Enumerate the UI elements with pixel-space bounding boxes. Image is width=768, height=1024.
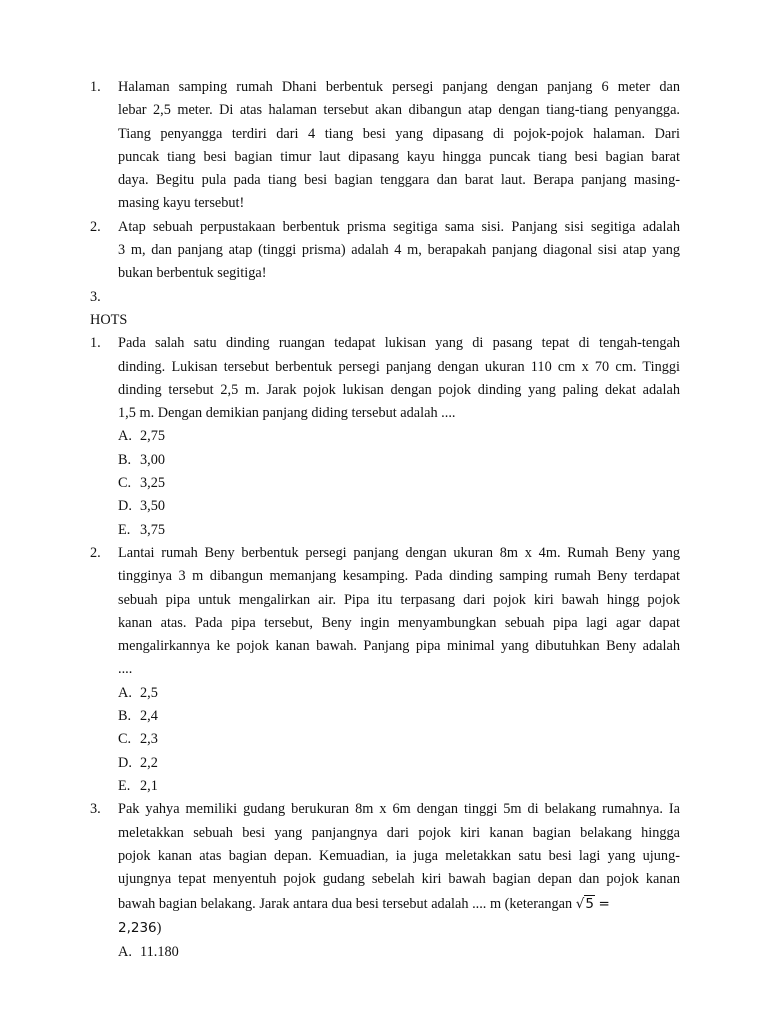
hots-question-3: [90, 798, 690, 964]
question-text: dinding tersebut 2,5 m. Jarak pojok lukisan dengan pojok dinding yang paling dekat adalah: [118, 381, 680, 398]
question-text: meletakkan sebuah besi yang panjangnya dari pojok kiri kanan bagian belakang hingga: [118, 824, 680, 841]
option-label: C.: [118, 475, 132, 492]
answer-option: [90, 752, 690, 775]
question-text: bawah bagian belakang. Jarak antara dua besi tersebut adalah .... m (keterangan: [118, 896, 576, 913]
question-text-with-formula: [118, 891, 610, 917]
option-value: 2,2: [140, 754, 158, 771]
answer-option: [90, 495, 690, 518]
answer-option: [90, 472, 690, 495]
answer-option: [90, 705, 690, 728]
question-text: ujungnya tepat menyentuh pojok gudang sebelah kiri bawah bagian depan dan pojok kanan: [118, 871, 680, 888]
option-value: 3,75: [140, 521, 166, 538]
question-text: dinding. Lukisan tersebut berbentuk persegi panjang dengan ukuran 110 cm x 70 cm. Tinggi: [118, 358, 680, 375]
sqrt-symbol: √: [575, 896, 585, 913]
question-text: Pada salah satu dinding ruangan tedapat lukisan yang di pasang tepat di tengah-tengah: [118, 335, 680, 352]
question-number: 1.: [90, 335, 101, 352]
option-label: E.: [118, 521, 131, 538]
question-number: 1.: [90, 79, 101, 95]
answer-option: [90, 425, 690, 448]
question-text: bukan berbentuk segitiga!: [118, 265, 267, 282]
answer-option: [90, 775, 690, 798]
option-value: 3,50: [140, 498, 166, 515]
option-value: 3,25: [140, 475, 166, 492]
option-label: D.: [118, 498, 132, 515]
option-value: 2,4: [140, 708, 158, 725]
question-text: daya. Begitu pula pada tiang besi bagian tenggara dan barat laut. Berapa panjang masing-: [118, 172, 680, 189]
option-label: C.: [118, 731, 132, 748]
question-text: 3 m, dan panjang atap (tinggi prisma) adalah 4 m, berapakah panjang diagonal sisi atap yang: [118, 242, 680, 259]
question-number: 2.: [90, 218, 101, 235]
option-value: 3,00: [140, 451, 166, 468]
question-text: 1,5 m. Dengan demikian panjang diding tersebut adalah ....: [118, 405, 456, 422]
question-text: Halaman samping rumah Dhani berbentuk persegi panjang dengan panjang 6 meter dan: [118, 79, 680, 95]
hots-question-1: [90, 332, 690, 542]
question-text: sebuah pipa untuk mengalirkan air. Pipa itu terpasang dari pojok kiri bawah hingg pojok: [118, 591, 680, 608]
question-number: 3.: [90, 288, 101, 305]
question-2: [90, 216, 690, 286]
question-text: ....: [118, 661, 133, 678]
question-text: Lantai rumah Beny berbentuk persegi panjang dengan ukuran 8m x 4m. Rumah Beny yang: [118, 544, 680, 561]
answer-option: [90, 449, 690, 472]
option-value: 11.180: [140, 943, 179, 960]
question-text: lebar 2,5 meter. Di atas halaman tersebut akan dibangun atap dengan tiang-tiang penyangga.: [118, 102, 680, 119]
question-text: Tiang penyangga terdiri dari 4 tiang besi yang dipasang di pojok-pojok halaman. Dari: [118, 125, 680, 142]
document-content: [90, 76, 690, 964]
hots-question-2: [90, 542, 690, 798]
formula-value-line: [118, 917, 161, 940]
question-3: [90, 286, 690, 309]
option-label: A.: [118, 684, 132, 701]
question-text: Pak yahya memiliki gudang berukuran 8m x 6m dengan tinggi 5m di belakang rumahnya. Ia: [118, 801, 680, 818]
question-number: 3.: [90, 801, 101, 818]
answer-option: [90, 728, 690, 751]
option-value: 2,5: [140, 684, 158, 701]
closing-paren: ): [156, 920, 162, 937]
question-text: tingginya 3 m dibangun memanjang kesamping. Pada dinding samping rumah Beny terdapat: [118, 568, 680, 585]
option-value: 2,3: [140, 731, 158, 748]
sqrt-radicand: 5: [585, 896, 594, 913]
option-label: E.: [118, 777, 131, 794]
question-text: puncak tiang besi bagian timur laut dipasang kayu hingga puncak tiang besi bagian barat: [118, 148, 680, 165]
answer-option: [90, 682, 690, 705]
option-label: B.: [118, 451, 132, 468]
equals-sign: =: [598, 896, 610, 913]
option-value: 2,75: [140, 428, 166, 445]
question-text: kanan atas. Pada pipa tersebut, Beny ingin menyambungkan sebuah pipa lagi agar dapat: [118, 614, 680, 631]
option-value: 2,1: [140, 777, 158, 794]
hots-heading: HOTS: [90, 311, 128, 328]
question-text: Atap sebuah perpustakaan berbentuk prisma segitiga sama sisi. Panjang sisi segitiga adalah: [118, 218, 680, 235]
question-text: mengalirkannya ke pojok kanan bawah. Panjang pipa minimal yang dibutuhkan Beny adalah: [118, 638, 680, 655]
option-label: A.: [118, 428, 132, 445]
answer-option: [90, 519, 690, 542]
option-label: D.: [118, 754, 132, 771]
formula-value: 2,236: [118, 920, 157, 937]
question-text: masing kayu tersebut!: [118, 195, 245, 212]
question-1: [90, 76, 690, 216]
option-label: A.: [118, 943, 132, 960]
answer-option: [90, 941, 690, 964]
option-label: B.: [118, 708, 132, 725]
question-text: pojok kanan atas bagian depan. Kemuadian, ia juga meletakkan satu besi lagi yang ujung-: [118, 847, 680, 864]
square-root-formula: [576, 891, 595, 917]
question-number: 2.: [90, 544, 101, 561]
